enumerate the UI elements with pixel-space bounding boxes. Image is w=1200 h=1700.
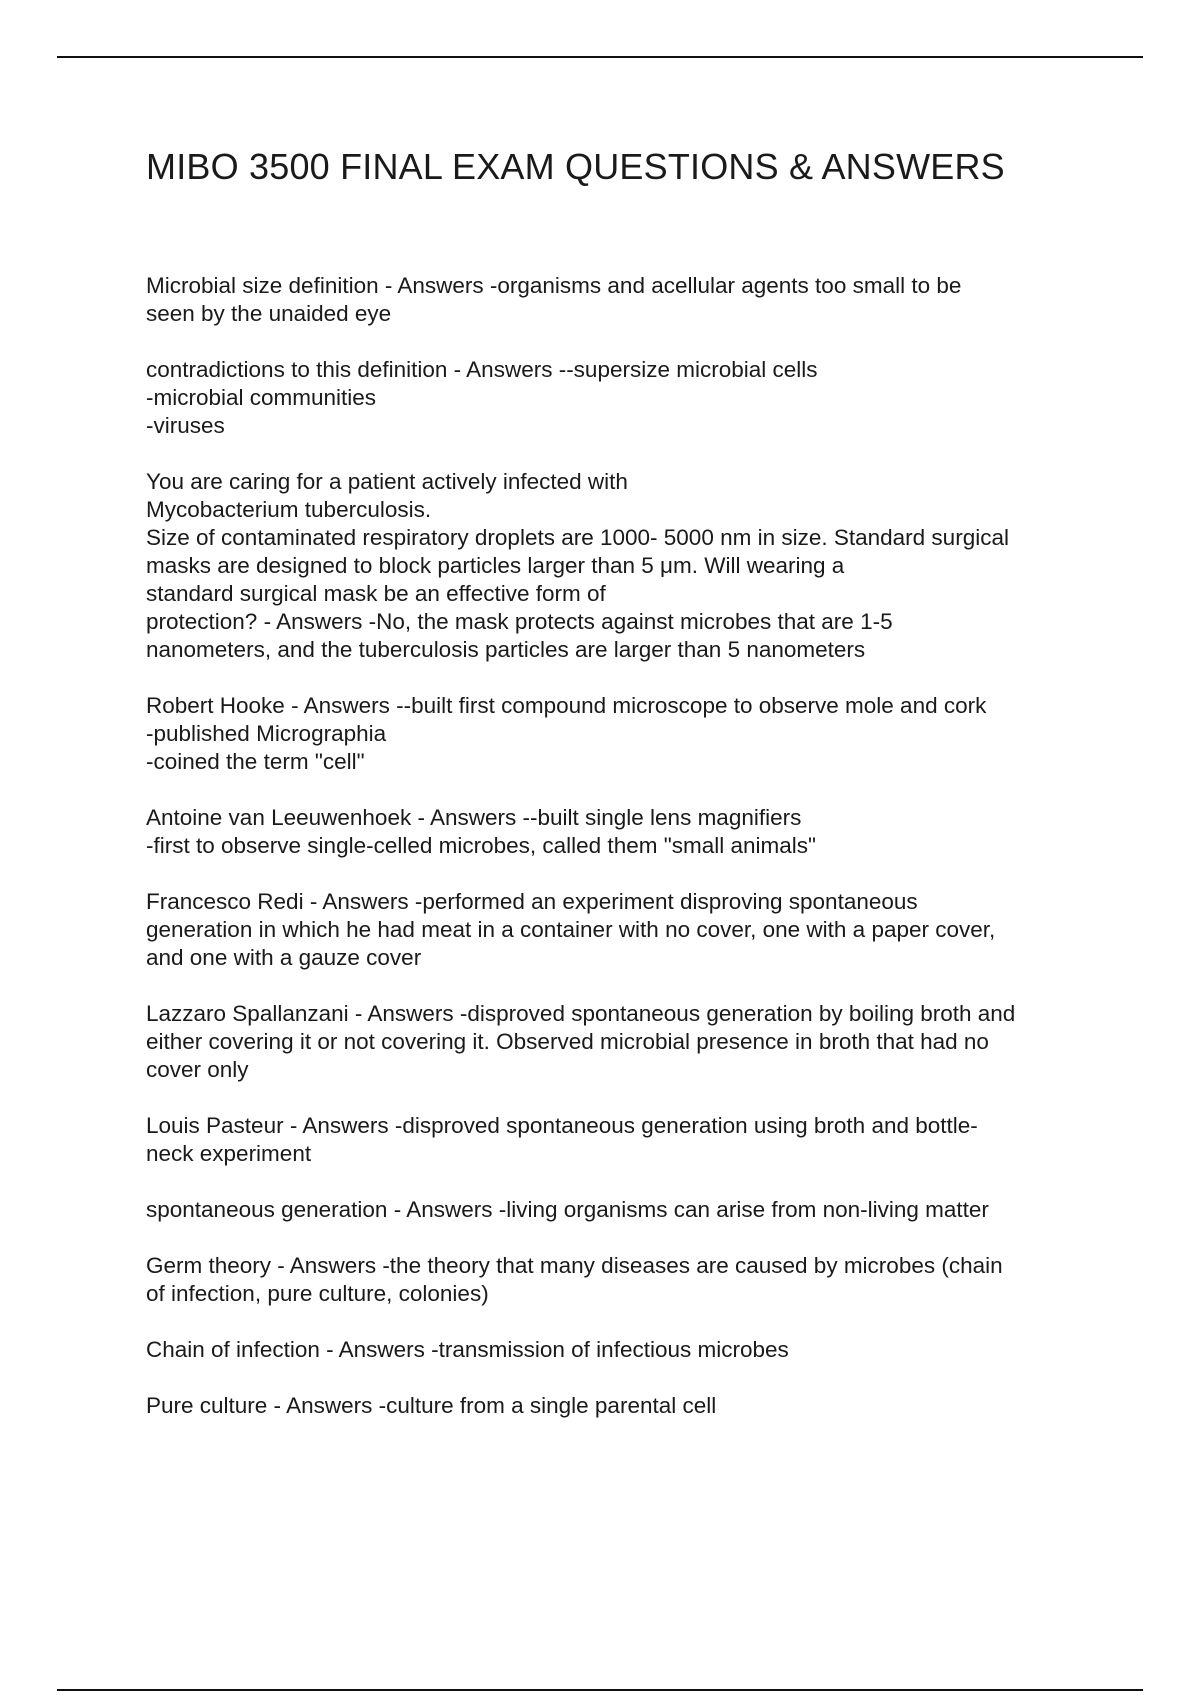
document-title: MIBO 3500 FINAL EXAM QUESTIONS & ANSWERS [146, 146, 1005, 187]
qa-text-line: -microbial communities [146, 385, 377, 410]
qa-text-line: either covering it or not covering it. Observed microbial presence in broth that had no [146, 1029, 989, 1054]
qa-text-line: nanometers, and the tuberculosis particles are larger than 5 nanometers [146, 637, 866, 662]
qa-text-line: Germ theory - Answers -the theory that many diseases are caused by microbes (chain [146, 1253, 1003, 1278]
qa-item [146, 692, 1096, 776]
qa-text-line: -coined the term "cell" [146, 749, 365, 774]
qa-text-line: Antoine van Leeuwenhoek - Answers --built single lens magnifiers [146, 805, 802, 830]
qa-text-line: Louis Pasteur - Answers -disproved spontaneous generation using broth and bottle- [146, 1113, 978, 1138]
qa-list [146, 272, 1096, 1448]
qa-text-line: masks are designed to block particles larger than 5 μm. Will wearing a [146, 553, 845, 578]
qa-text-line: Francesco Redi - Answers -performed an experiment disproving spontaneous [146, 889, 918, 914]
qa-text-line: -first to observe single-celled microbes, called them "small animals" [146, 833, 816, 858]
qa-text-line: -published Micrographia [146, 721, 387, 746]
qa-text-line: neck experiment [146, 1141, 312, 1166]
qa-item [146, 804, 1096, 860]
qa-item [146, 1336, 1096, 1364]
qa-text-line: protection? - Answers -No, the mask protects against microbes that are 1-5 [146, 609, 893, 634]
qa-item [146, 1196, 1096, 1224]
qa-text-line: spontaneous generation - Answers -living organisms can arise from non-living matter [146, 1197, 989, 1222]
qa-text-line: Robert Hooke - Answers --built first compound microscope to observe mole and cork [146, 693, 987, 718]
qa-text-line: -viruses [146, 413, 225, 438]
qa-text-line: contradictions to this definition - Answers --supersize microbial cells [146, 357, 818, 382]
qa-text-line: seen by the unaided eye [146, 301, 392, 326]
qa-text-line: generation in which he had meat in a container with no cover, one with a paper cover, [146, 917, 996, 942]
qa-text-line: Microbial size definition - Answers -organisms and acellular agents too small to be [146, 273, 962, 298]
qa-item [146, 356, 1096, 440]
qa-item [146, 1392, 1096, 1420]
qa-text-line: Size of contaminated respiratory droplets are 1000- 5000 nm in size. Standard surgical [146, 525, 1009, 550]
qa-item [146, 272, 1096, 328]
bottom-divider [57, 1689, 1143, 1691]
qa-item [146, 1112, 1096, 1168]
qa-text-line: You are caring for a patient actively infected with [146, 469, 628, 494]
qa-item [146, 888, 1096, 972]
qa-text-line: and one with a gauze cover [146, 945, 422, 970]
qa-text-line: Chain of infection - Answers -transmission of infectious microbes [146, 1337, 789, 1362]
top-divider [57, 56, 1143, 58]
qa-text-line: of infection, pure culture, colonies) [146, 1281, 489, 1306]
qa-item [146, 1000, 1096, 1084]
qa-item [146, 468, 1096, 664]
qa-text-line: standard surgical mask be an effective form of [146, 581, 606, 606]
qa-text-line: Pure culture - Answers -culture from a single parental cell [146, 1393, 717, 1418]
qa-text-line: Lazzaro Spallanzani - Answers -disproved spontaneous generation by boiling broth and [146, 1001, 1016, 1026]
qa-text-line: cover only [146, 1057, 249, 1082]
qa-item [146, 1252, 1096, 1308]
qa-text-line: Mycobacterium tuberculosis. [146, 497, 432, 522]
